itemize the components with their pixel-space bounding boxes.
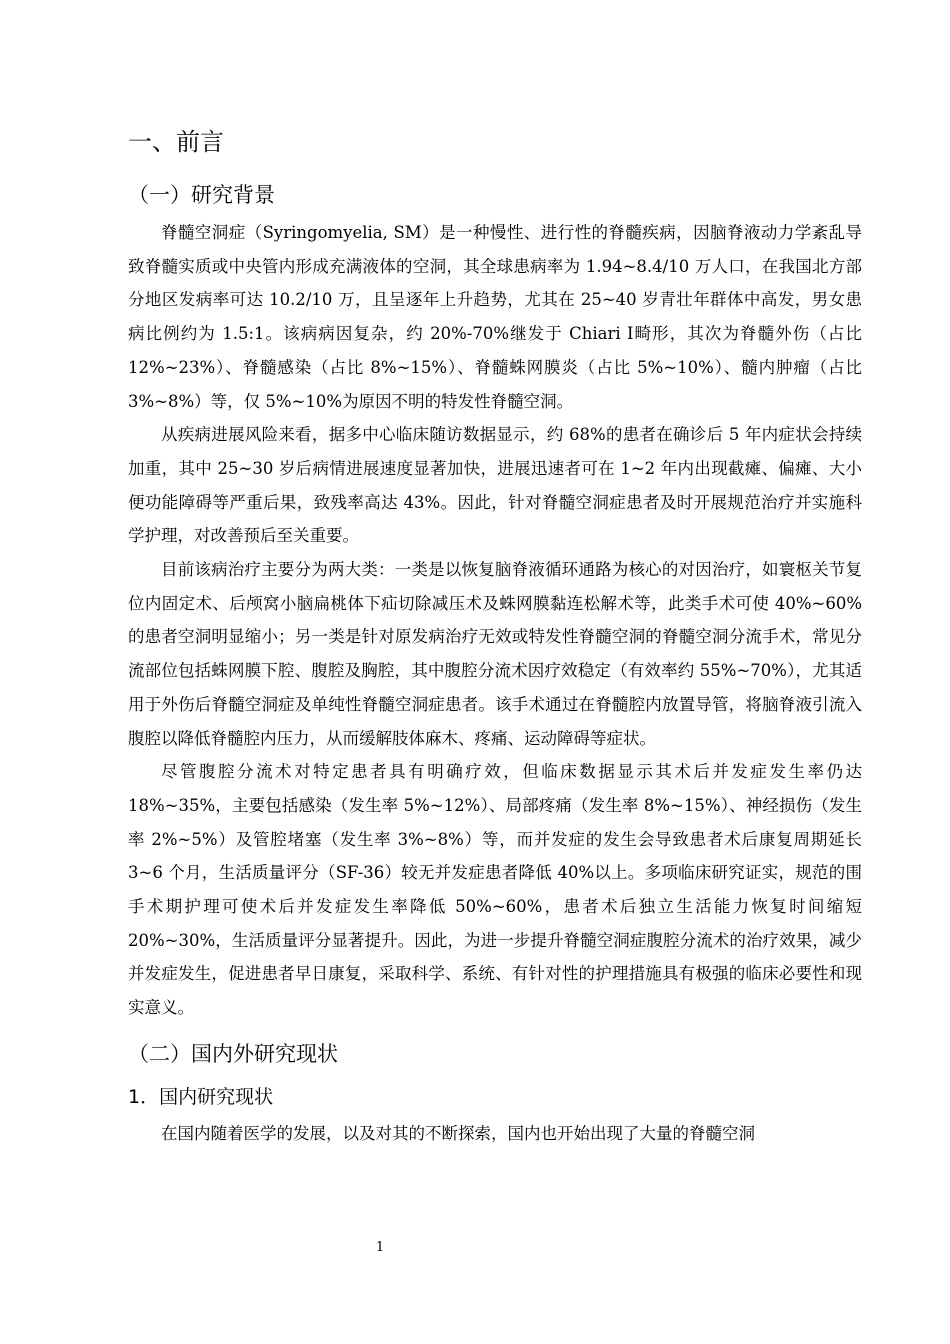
subsection-heading-domestic-research: 1．国内研究现状 — [128, 1085, 274, 1108]
page-body — [128, 120, 862, 1151]
section-heading-research-background: （一）研究背景 — [128, 183, 275, 207]
paragraph-domestic-research: 在国内随着医学的发展，以及对其的不断探索，国内也开始出现了大量的脊髓空洞 — [161, 1123, 755, 1143]
section-heading-research-status: （二）国内外研究现状 — [128, 1041, 338, 1066]
paragraph-background-2: 从疾病进展风险来看，据多中心临床随访数据显示，约 68%的患者在确诊后 5 年内症状会持续加重，其中 25~30 岁后病情进展速度显著加快，进展迅速者可在 1~2 年内出现截瘫、偏瘫、大小便功能障碍等严重后果，致残率高达 43%。因此，针对脊髓空洞症患者及时开展规范治疗并实施科学护理，对改善预后至关重要。 — [128, 425, 862, 546]
paragraph-background-4: 尽管腹腔分流术对特定患者具有明确疗效，但临床数据显示其术后并发症发生率仍达 18%~35%，主要包括感染（发生率 5%~12%）、局部疼痛（发生率 8%~15%）、神经损伤（发生率 2%~5%）及管腔堵塞（发生率 3%~8%）等，而并发症的发生会导致患者术后康复周期延长 3~6 个月，生活质量评分（SF-36）较无并发症患者降低 40%以上。多项临床研究证实，规范的围手术期护理可使术后并发症发生率降低 50%~60%，患者术后独立生活能力恢复时间缩短 20%~30%，生活质量评分显著提升。因此，为进一步提升脊髓空洞症腹腔分流术的治疗效果，减少并发症发生，促进患者早日康复，采取科学、系统、有针对性的护理措施具有极强的临床必要性和现实意义。 — [128, 762, 862, 1018]
paragraph-background-1: 脊髓空洞症（Syringomyelia, SM）是一种慢性、进行性的脊髓疾病，因脑脊液动力学紊乱导致脊髓实质或中央管内形成充满液体的空洞，其全球患病率为 1.94~8.4/10 万人口，在我国北方部分地区发病率可达 10.2/10 万，且呈逐年上升趋势，尤其在 25~40 岁青壮年群体中高发，男女患病比例约为 1.5:1。该病病因复杂，约 20%-70%继发于 Chiari Ⅰ畸形，其次为脊髓外伤（占比 12%~23%）、脊髓感染（占比 8%~15%）、脊髓蛛网膜炎（占比 5%~10%）、髓内肿瘤（占比 3%~8%）等，仅 5%~10%为原因不明的特发性脊髓空洞。 — [128, 223, 862, 411]
page-number: 1 — [375, 1240, 385, 1255]
paragraph-background-3: 目前该病治疗主要分为两大类：一类是以恢复脑脊液循环通路为核心的对因治疗，如寰枢关节复位内固定术、后颅窝小脑扁桃体下疝切除减压术及蛛网膜黏连松解术等，此类手术可使 40%~60%的患者空洞明显缩小；另一类是针对原发病治疗无效或特发性脊髓空洞的脊髓空洞分流手术，常见分流部位包括蛛网膜下腔、腹腔及胸腔，其中腹腔分流术因疗效稳定（有效率约 55%~70%），尤其适用于外伤后脊髓空洞症及单纯性脊髓空洞症患者。该手术通过在脊髓腔内放置导管，将脑脊液引流入腹腔以降低脊髓腔内压力，从而缓解肢体麻木、疼痛、运动障碍等症状。 — [128, 560, 862, 748]
chapter-heading: 一、前言 — [128, 128, 224, 156]
